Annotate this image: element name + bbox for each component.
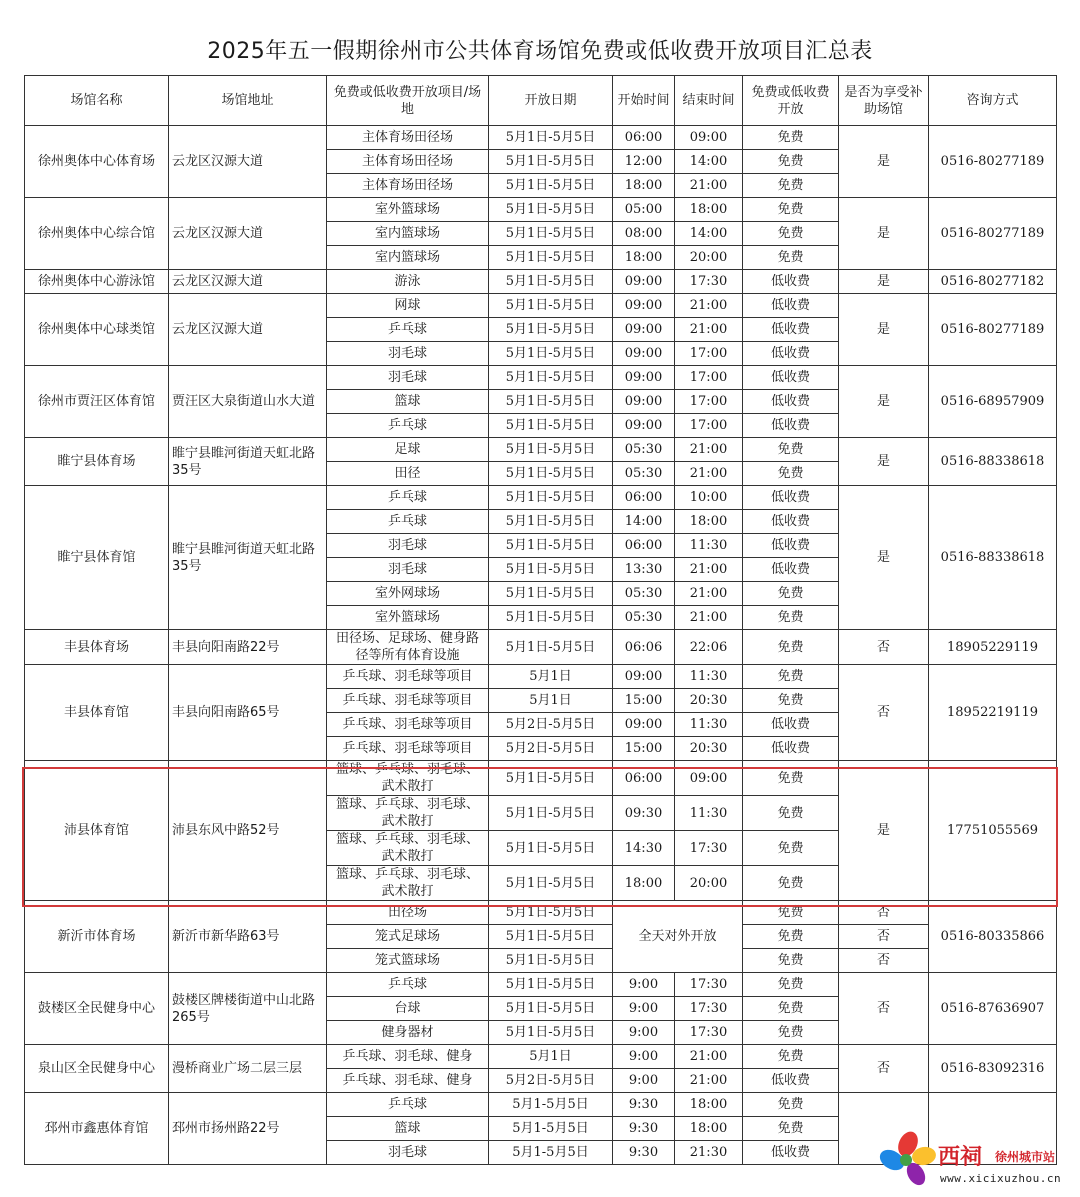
header-cell: 免费或低收费开放项目/场地 [327, 76, 489, 126]
fee-type-cell: 免费 [743, 1021, 839, 1045]
date-cell: 5月1日-5月5日 [489, 318, 613, 342]
project-cell: 乒乓球、羽毛球等项目 [327, 689, 489, 713]
fee-type-cell: 低收费 [743, 558, 839, 582]
end-time-cell: 17:00 [675, 366, 743, 390]
fee-type-cell: 低收费 [743, 486, 839, 510]
venue-address-cell: 贾汪区大泉街道山水大道 [169, 366, 327, 438]
date-cell: 5月1日-5月5日 [489, 462, 613, 486]
table-row [25, 270, 1057, 294]
date-cell: 5月1日-5月5日 [489, 198, 613, 222]
fee-type-cell: 免费 [743, 462, 839, 486]
project-cell: 足球 [327, 438, 489, 462]
end-time-cell: 11:30 [675, 665, 743, 689]
end-time-cell: 14:00 [675, 150, 743, 174]
start-time-cell: 15:00 [613, 689, 675, 713]
start-time-cell: 09:00 [613, 713, 675, 737]
fee-type-cell: 低收费 [743, 270, 839, 294]
start-time-cell: 15:00 [613, 737, 675, 761]
date-cell: 5月1日-5月5日 [489, 997, 613, 1021]
start-time-cell: 06:00 [613, 761, 675, 796]
table-row [25, 665, 1057, 689]
start-time-cell: 09:00 [613, 318, 675, 342]
subsidy-cell: 否 [839, 973, 929, 1045]
date-cell: 5月1日-5月5日 [489, 366, 613, 390]
end-time-cell: 17:30 [675, 270, 743, 294]
project-cell: 篮球 [327, 390, 489, 414]
date-cell: 5月1日-5月5日 [489, 534, 613, 558]
venue-name-cell: 徐州奥体中心球类馆 [25, 294, 169, 366]
project-cell: 田径场 [327, 901, 489, 925]
end-time-cell: 14:00 [675, 222, 743, 246]
subsidy-cell: 是 [839, 438, 929, 486]
project-cell: 羽毛球 [327, 1141, 489, 1165]
fee-type-cell: 免费 [743, 174, 839, 198]
project-cell: 健身器材 [327, 1021, 489, 1045]
table-row [25, 366, 1057, 390]
venue-address-cell: 睢宁县睢河街道天虹北路35号 [169, 438, 327, 486]
start-time-cell: 05:00 [613, 198, 675, 222]
table-row [25, 198, 1057, 222]
date-cell: 5月1日-5月5日 [489, 246, 613, 270]
table-body [25, 126, 1057, 1165]
project-cell: 笼式篮球场 [327, 949, 489, 973]
project-cell: 乒乓球 [327, 510, 489, 534]
contact-cell: 0516-83092316 [929, 1045, 1057, 1093]
start-time-cell: 09:30 [613, 796, 675, 831]
date-cell: 5月1日-5月5日 [489, 150, 613, 174]
watermark-brand: 西祠 [938, 1144, 983, 1170]
venue-name-cell: 徐州奥体中心综合馆 [25, 198, 169, 270]
venue-name-cell: 沛县体育馆 [25, 761, 169, 901]
end-time-cell: 18:00 [675, 1117, 743, 1141]
table-row [25, 761, 1057, 796]
project-cell: 篮球、乒乓球、羽毛球、武术散打 [327, 831, 489, 866]
header-cell: 场馆名称 [25, 76, 169, 126]
venue-address-cell: 新沂市新华路63号 [169, 901, 327, 973]
venue-address-cell: 睢宁县睢河街道天虹北路35号 [169, 486, 327, 630]
subsidy-cell: 否 [839, 1045, 929, 1093]
watermark-subtitle: 徐州城市站 [995, 1150, 1056, 1164]
end-time-cell: 21:00 [675, 318, 743, 342]
venue-address-cell: 邳州市扬州路22号 [169, 1093, 327, 1165]
venue-name-cell: 丰县体育场 [25, 630, 169, 665]
date-cell: 5月1日-5月5日 [489, 222, 613, 246]
date-cell: 5月1日-5月5日 [489, 126, 613, 150]
end-time-cell: 17:30 [675, 1021, 743, 1045]
project-cell: 乒乓球 [327, 414, 489, 438]
venue-address-cell: 丰县向阳南路65号 [169, 665, 327, 761]
fee-type-cell: 免费 [743, 606, 839, 630]
venue-address-cell: 丰县向阳南路22号 [169, 630, 327, 665]
start-time-cell: 9:30 [613, 1141, 675, 1165]
project-cell: 乒乓球、羽毛球、健身 [327, 1045, 489, 1069]
page-title: 2025年五一假期徐州市公共体育场馆免费或低收费开放项目汇总表 [207, 39, 873, 64]
table-header-row [25, 76, 1057, 126]
fee-type-cell: 免费 [743, 1093, 839, 1117]
fee-type-cell: 免费 [743, 126, 839, 150]
end-time-cell: 09:00 [675, 761, 743, 796]
project-cell: 篮球、乒乓球、羽毛球、武术散打 [327, 761, 489, 796]
subsidy-cell: 否 [839, 630, 929, 665]
project-cell: 主体育场田径场 [327, 126, 489, 150]
date-cell: 5月1日-5月5日 [489, 831, 613, 866]
header-cell: 咨询方式 [929, 76, 1057, 126]
table-row [25, 486, 1057, 510]
fee-type-cell: 低收费 [743, 414, 839, 438]
start-time-cell: 9:00 [613, 997, 675, 1021]
start-time-cell: 08:00 [613, 222, 675, 246]
venue-name-cell: 睢宁县体育场 [25, 438, 169, 486]
end-time-cell: 21:00 [675, 558, 743, 582]
date-cell: 5月2日-5月5日 [489, 1069, 613, 1093]
contact-cell: 0516-88338618 [929, 438, 1057, 486]
subsidy-cell: 是 [839, 270, 929, 294]
date-cell: 5月1日-5月5日 [489, 582, 613, 606]
end-time-cell: 21:00 [675, 1069, 743, 1093]
table-row [25, 1093, 1057, 1117]
start-time-cell: 9:00 [613, 1069, 675, 1093]
date-cell: 5月1日-5月5日 [489, 761, 613, 796]
contact-cell: 0516-80335866 [929, 901, 1057, 973]
subsidy-cell: 否 [839, 925, 929, 949]
project-cell: 羽毛球 [327, 558, 489, 582]
date-cell: 5月1日-5月5日 [489, 174, 613, 198]
project-cell: 羽毛球 [327, 534, 489, 558]
end-time-cell: 20:30 [675, 737, 743, 761]
start-time-cell: 06:00 [613, 126, 675, 150]
date-cell: 5月1日-5月5日 [489, 606, 613, 630]
start-time-cell: 13:30 [613, 558, 675, 582]
start-time-cell: 09:00 [613, 665, 675, 689]
end-time-cell: 10:00 [675, 486, 743, 510]
project-cell: 篮球、乒乓球、羽毛球、武术散打 [327, 866, 489, 901]
project-cell: 羽毛球 [327, 342, 489, 366]
fee-type-cell: 免费 [743, 973, 839, 997]
fee-type-cell: 免费 [743, 1117, 839, 1141]
date-cell: 5月1日-5月5日 [489, 294, 613, 318]
subsidy-cell: 否 [839, 901, 929, 925]
venue-address-cell: 鼓楼区牌楼街道中山北路265号 [169, 973, 327, 1045]
end-time-cell: 18:00 [675, 1093, 743, 1117]
date-cell: 5月1-5月5日 [489, 1117, 613, 1141]
subsidy-cell: 是 [839, 366, 929, 438]
venue-name-cell: 睢宁县体育馆 [25, 486, 169, 630]
fee-type-cell: 免费 [743, 831, 839, 866]
start-time-cell: 18:00 [613, 246, 675, 270]
start-time-cell: 14:30 [613, 831, 675, 866]
contact-cell: 0516-88338618 [929, 486, 1057, 630]
fee-type-cell: 免费 [743, 925, 839, 949]
watermark [878, 1130, 1078, 1190]
subsidy-cell: 是 [839, 198, 929, 270]
project-cell: 乒乓球 [327, 486, 489, 510]
start-time-cell: 06:00 [613, 534, 675, 558]
end-time-cell: 22:06 [675, 630, 743, 665]
project-cell: 笼式足球场 [327, 925, 489, 949]
end-time-cell: 20:30 [675, 689, 743, 713]
end-time-cell: 21:00 [675, 582, 743, 606]
start-time-cell: 9:30 [613, 1117, 675, 1141]
start-time-cell: 09:00 [613, 366, 675, 390]
header-cell: 开始时间 [613, 76, 675, 126]
end-time-cell: 11:30 [675, 796, 743, 831]
start-time-cell: 09:00 [613, 390, 675, 414]
fee-type-cell: 低收费 [743, 342, 839, 366]
project-cell: 游泳 [327, 270, 489, 294]
end-time-cell: 17:00 [675, 414, 743, 438]
fee-type-cell: 低收费 [743, 390, 839, 414]
date-cell: 5月1日-5月5日 [489, 390, 613, 414]
date-cell: 5月1日-5月5日 [489, 270, 613, 294]
project-cell: 台球 [327, 997, 489, 1021]
start-time-cell: 05:30 [613, 606, 675, 630]
fee-type-cell: 低收费 [743, 713, 839, 737]
end-time-cell: 17:30 [675, 973, 743, 997]
fee-type-cell: 免费 [743, 949, 839, 973]
contact-cell: 0516-80277189 [929, 126, 1057, 198]
end-time-cell: 21:00 [675, 174, 743, 198]
contact-cell: 18952219119 [929, 665, 1057, 761]
venue-name-cell: 丰县体育馆 [25, 665, 169, 761]
fee-type-cell: 免费 [743, 665, 839, 689]
fee-type-cell: 低收费 [743, 1069, 839, 1093]
project-cell: 乒乓球、羽毛球、健身 [327, 1069, 489, 1093]
date-cell: 5月1日-5月5日 [489, 510, 613, 534]
start-time-cell: 14:00 [613, 510, 675, 534]
venue-name-cell: 徐州市贾汪区体育馆 [25, 366, 169, 438]
table-row [25, 973, 1057, 997]
table-row [25, 630, 1057, 665]
date-cell: 5月1-5月5日 [489, 1093, 613, 1117]
start-time-cell: 09:00 [613, 294, 675, 318]
header-cell: 开放日期 [489, 76, 613, 126]
date-cell: 5月1日-5月5日 [489, 949, 613, 973]
date-cell: 5月1日-5月5日 [489, 630, 613, 665]
fee-type-cell: 免费 [743, 866, 839, 901]
end-time-cell: 11:30 [675, 534, 743, 558]
table-row [25, 901, 1057, 925]
date-cell: 5月1日-5月5日 [489, 901, 613, 925]
start-time-cell: 09:00 [613, 414, 675, 438]
venue-name-cell: 徐州奥体中心游泳馆 [25, 270, 169, 294]
end-time-cell: 18:00 [675, 510, 743, 534]
date-cell: 5月1日 [489, 665, 613, 689]
project-cell: 羽毛球 [327, 366, 489, 390]
venue-address-cell: 沛县东风中路52号 [169, 761, 327, 901]
contact-cell: 0516-80277189 [929, 198, 1057, 270]
header-cell: 结束时间 [675, 76, 743, 126]
fee-type-cell: 低收费 [743, 737, 839, 761]
venue-name-cell: 鼓楼区全民健身中心 [25, 973, 169, 1045]
fee-type-cell: 免费 [743, 150, 839, 174]
project-cell: 乒乓球、羽毛球等项目 [327, 737, 489, 761]
end-time-cell: 21:00 [675, 1045, 743, 1069]
contact-cell: 0516-80277189 [929, 294, 1057, 366]
venue-name-cell: 邳州市鑫惠体育馆 [25, 1093, 169, 1165]
date-cell: 5月2日-5月5日 [489, 713, 613, 737]
project-cell: 主体育场田径场 [327, 174, 489, 198]
project-cell: 乒乓球、羽毛球等项目 [327, 713, 489, 737]
venue-address-cell: 漫桥商业广场二层三层 [169, 1045, 327, 1093]
subsidy-cell: 是 [839, 761, 929, 901]
fee-type-cell: 免费 [743, 222, 839, 246]
fee-type-cell: 免费 [743, 997, 839, 1021]
date-cell: 5月2日-5月5日 [489, 737, 613, 761]
start-time-cell: 12:00 [613, 150, 675, 174]
date-cell: 5月1日-5月5日 [489, 1021, 613, 1045]
venue-address-cell: 云龙区汉源大道 [169, 198, 327, 270]
end-time-cell: 17:30 [675, 997, 743, 1021]
watermark-url: www.xicixuzhou.cn [940, 1172, 1062, 1185]
fee-type-cell: 低收费 [743, 1141, 839, 1165]
project-cell: 篮球 [327, 1117, 489, 1141]
start-time-cell: 09:00 [613, 270, 675, 294]
project-cell: 主体育场田径场 [327, 150, 489, 174]
header-cell: 场馆地址 [169, 76, 327, 126]
fee-type-cell: 低收费 [743, 366, 839, 390]
end-time-cell: 17:00 [675, 342, 743, 366]
header-cell: 是否为享受补助场馆 [839, 76, 929, 126]
start-time-cell: 09:00 [613, 342, 675, 366]
end-time-cell: 21:00 [675, 294, 743, 318]
start-time-cell: 06:06 [613, 630, 675, 665]
table-row [25, 438, 1057, 462]
table-row [25, 1045, 1057, 1069]
date-cell: 5月1日-5月5日 [489, 438, 613, 462]
project-cell: 室外网球场 [327, 582, 489, 606]
contact-cell: 0516-80277182 [929, 270, 1057, 294]
end-time-cell: 20:00 [675, 246, 743, 270]
venue-table [24, 75, 1057, 1165]
end-time-cell: 18:00 [675, 198, 743, 222]
contact-cell: 0516-68957909 [929, 366, 1057, 438]
subsidy-cell: 否 [839, 949, 929, 973]
end-time-cell: 09:00 [675, 126, 743, 150]
venue-address-cell: 云龙区汉源大道 [169, 126, 327, 198]
date-cell: 5月1日-5月5日 [489, 342, 613, 366]
project-cell: 乒乓球 [327, 318, 489, 342]
table-row [25, 294, 1057, 318]
fee-type-cell: 低收费 [743, 510, 839, 534]
date-cell: 5月1日-5月5日 [489, 973, 613, 997]
date-cell: 5月1日-5月5日 [489, 796, 613, 831]
fee-type-cell: 免费 [743, 630, 839, 665]
end-time-cell: 21:00 [675, 606, 743, 630]
end-time-cell: 21:00 [675, 462, 743, 486]
date-cell: 5月1日-5月5日 [489, 925, 613, 949]
xici-logo-icon [878, 1130, 938, 1190]
subsidy-cell: 是 [839, 126, 929, 198]
start-time-cell: 9:00 [613, 1045, 675, 1069]
end-time-cell: 17:00 [675, 390, 743, 414]
date-cell: 5月1日 [489, 689, 613, 713]
subsidy-cell: 否 [839, 665, 929, 761]
fee-type-cell: 免费 [743, 198, 839, 222]
date-cell: 5月1-5月5日 [489, 1141, 613, 1165]
fee-type-cell: 免费 [743, 761, 839, 796]
fee-type-cell: 低收费 [743, 318, 839, 342]
venue-name-cell: 新沂市体育场 [25, 901, 169, 973]
start-time-cell: 9:00 [613, 1021, 675, 1045]
start-time-cell: 06:00 [613, 486, 675, 510]
start-time-cell: 18:00 [613, 174, 675, 198]
subsidy-cell: 是 [839, 486, 929, 630]
end-time-cell: 20:00 [675, 866, 743, 901]
start-time-cell: 05:30 [613, 582, 675, 606]
table-row [25, 126, 1057, 150]
contact-cell: 18905229119 [929, 630, 1057, 665]
venue-address-cell: 云龙区汉源大道 [169, 294, 327, 366]
start-time-cell: 18:00 [613, 866, 675, 901]
contact-cell: 17751055569 [929, 761, 1057, 901]
date-cell: 5月1日-5月5日 [489, 486, 613, 510]
venue-name-cell: 徐州奥体中心体育场 [25, 126, 169, 198]
header-cell: 免费或低收费开放 [743, 76, 839, 126]
project-cell: 乒乓球 [327, 973, 489, 997]
project-cell: 乒乓球 [327, 1093, 489, 1117]
time-span-cell: 全天对外开放 [613, 901, 743, 973]
fee-type-cell: 免费 [743, 901, 839, 925]
project-cell: 室外篮球场 [327, 198, 489, 222]
project-cell: 网球 [327, 294, 489, 318]
venue-address-cell: 云龙区汉源大道 [169, 270, 327, 294]
project-cell: 田径场、足球场、健身路径等所有体育设施 [327, 630, 489, 665]
end-time-cell: 21:00 [675, 438, 743, 462]
project-cell: 室外篮球场 [327, 606, 489, 630]
fee-type-cell: 免费 [743, 796, 839, 831]
fee-type-cell: 免费 [743, 438, 839, 462]
start-time-cell: 9:00 [613, 973, 675, 997]
subsidy-cell: 是 [839, 294, 929, 366]
project-cell: 田径 [327, 462, 489, 486]
fee-type-cell: 低收费 [743, 294, 839, 318]
project-cell: 室内篮球场 [327, 246, 489, 270]
fee-type-cell: 免费 [743, 689, 839, 713]
start-time-cell: 05:30 [613, 438, 675, 462]
project-cell: 室内篮球场 [327, 222, 489, 246]
date-cell: 5月1日-5月5日 [489, 558, 613, 582]
date-cell: 5月1日 [489, 1045, 613, 1069]
date-cell: 5月1日-5月5日 [489, 866, 613, 901]
end-time-cell: 21:30 [675, 1141, 743, 1165]
start-time-cell: 05:30 [613, 462, 675, 486]
end-time-cell: 17:30 [675, 831, 743, 866]
fee-type-cell: 免费 [743, 246, 839, 270]
end-time-cell: 11:30 [675, 713, 743, 737]
venue-name-cell: 泉山区全民健身中心 [25, 1045, 169, 1093]
project-cell: 篮球、乒乓球、羽毛球、武术散打 [327, 796, 489, 831]
start-time-cell: 9:30 [613, 1093, 675, 1117]
fee-type-cell: 低收费 [743, 534, 839, 558]
fee-type-cell: 免费 [743, 1045, 839, 1069]
date-cell: 5月1日-5月5日 [489, 414, 613, 438]
contact-cell: 0516-87636907 [929, 973, 1057, 1045]
fee-type-cell: 免费 [743, 582, 839, 606]
project-cell: 乒乓球、羽毛球等项目 [327, 665, 489, 689]
